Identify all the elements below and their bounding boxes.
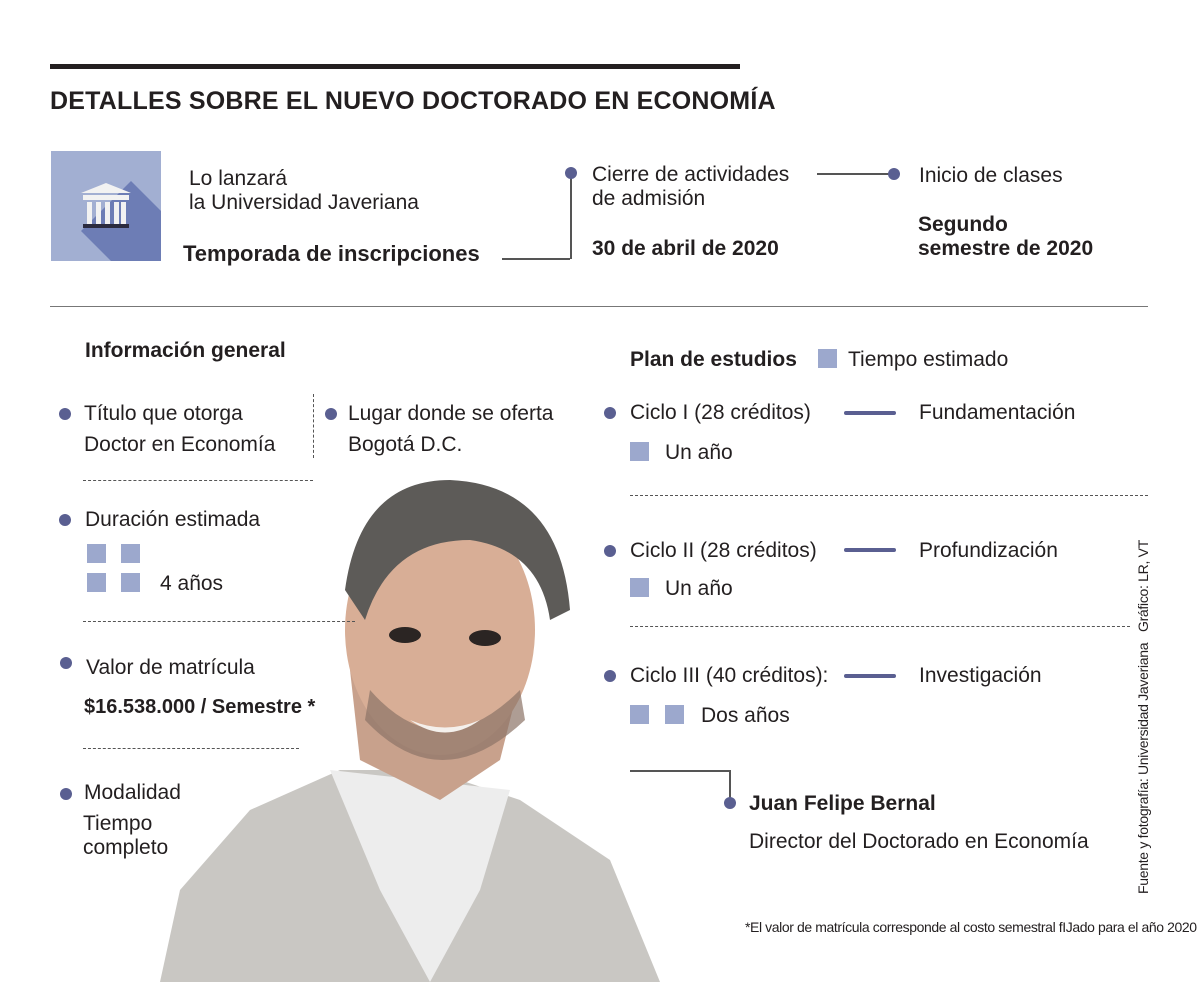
bullet-dot [59, 514, 71, 526]
person-name: Juan Felipe Bernal [749, 792, 936, 815]
row-divider [83, 748, 299, 749]
cycle-time: Un año [665, 577, 733, 600]
place-value: Bogotá D.C. [348, 433, 463, 456]
university-building-icon [51, 151, 161, 261]
caption-dot [724, 797, 736, 809]
year-square [121, 573, 140, 592]
title-value: Doctor en Economía [84, 433, 276, 456]
legend-label: Tiempo estimado [848, 348, 1009, 371]
column-divider [313, 394, 314, 458]
mode-line-2: completo [83, 836, 169, 859]
page-title: DETALLES SOBRE EL NUEVO DOCTORADO EN ECONOMÍA [50, 87, 776, 115]
cycle-connector [844, 411, 896, 415]
plan-heading: Plan de estudios [630, 348, 797, 371]
close-date: 30 de abril de 2020 [592, 237, 779, 260]
launch-line-2: la Universidad Javeriana [189, 191, 419, 214]
row-divider [630, 626, 1130, 627]
close-line-2: de admisión [592, 187, 706, 210]
cycle-name: Ciclo II (28 créditos) [630, 539, 817, 562]
bullet-dot [59, 408, 71, 420]
tuition-label: Valor de matrícula [86, 656, 255, 679]
cycle-focus: Fundamentación [919, 401, 1076, 424]
bullet-dot [60, 788, 72, 800]
bullet-dot [604, 670, 616, 682]
bullet-dot [604, 545, 616, 557]
cycle-time: Dos años [701, 704, 790, 727]
connector-line-vertical [570, 173, 572, 259]
cycle-time: Un año [665, 441, 733, 464]
tuition-value: $16.538.000 / Semestre * [84, 696, 316, 718]
bullet-dot [604, 407, 616, 419]
start-label: Inicio de clases [919, 164, 1063, 187]
timeline-dot [888, 168, 900, 180]
mode-label: Modalidad [84, 781, 181, 804]
duration-label: Duración estimada [85, 508, 261, 531]
cycle-name: Ciclo I (28 créditos) [630, 401, 811, 424]
section-divider [50, 306, 1148, 307]
cycle-name: Ciclo III (40 créditos): [630, 664, 829, 687]
top-rule [50, 64, 740, 69]
close-line-1: Cierre de actividades [592, 163, 790, 186]
bullet-dot [325, 408, 337, 420]
row-divider [83, 621, 355, 622]
row-divider [630, 495, 1148, 496]
footnote: *El valor de matrícula corresponde al costo semestral fIJado para el año 2020 [745, 919, 1197, 935]
start-line-1: Segundo [918, 213, 1008, 236]
year-square [121, 544, 140, 563]
cycle-focus: Investigación [919, 664, 1042, 687]
legend-square [818, 349, 837, 368]
year-square [630, 442, 649, 461]
cycle-focus: Profundización [919, 539, 1058, 562]
year-square [630, 705, 649, 724]
place-label: Lugar donde se oferta [348, 402, 554, 425]
general-heading: Información general [85, 339, 286, 362]
caption-connector [630, 770, 730, 772]
duration-value: 4 años [160, 572, 224, 595]
director-photo [140, 470, 700, 982]
launch-line-1: Lo lanzará [189, 167, 288, 190]
cycle-connector [844, 674, 896, 678]
credits-text: Fuente y fotografía: Universidad Javeriana Gráfico: LR, VT [1135, 540, 1151, 894]
start-line-2: semestre de 2020 [918, 237, 1094, 260]
year-square [665, 705, 684, 724]
connector-line [817, 173, 891, 175]
season-label: Temporada de inscripciones [183, 241, 480, 266]
year-square [630, 578, 649, 597]
timeline-dot [565, 167, 577, 179]
person-role: Director del Doctorado en Economía [749, 830, 1089, 853]
year-square [87, 573, 106, 592]
connector-line [502, 258, 570, 260]
title-label: Título que otorga [84, 402, 243, 425]
mode-line-1: Tiempo [83, 812, 153, 835]
bullet-dot [60, 657, 72, 669]
row-divider [83, 480, 313, 481]
cycle-connector [844, 548, 896, 552]
year-square [87, 544, 106, 563]
